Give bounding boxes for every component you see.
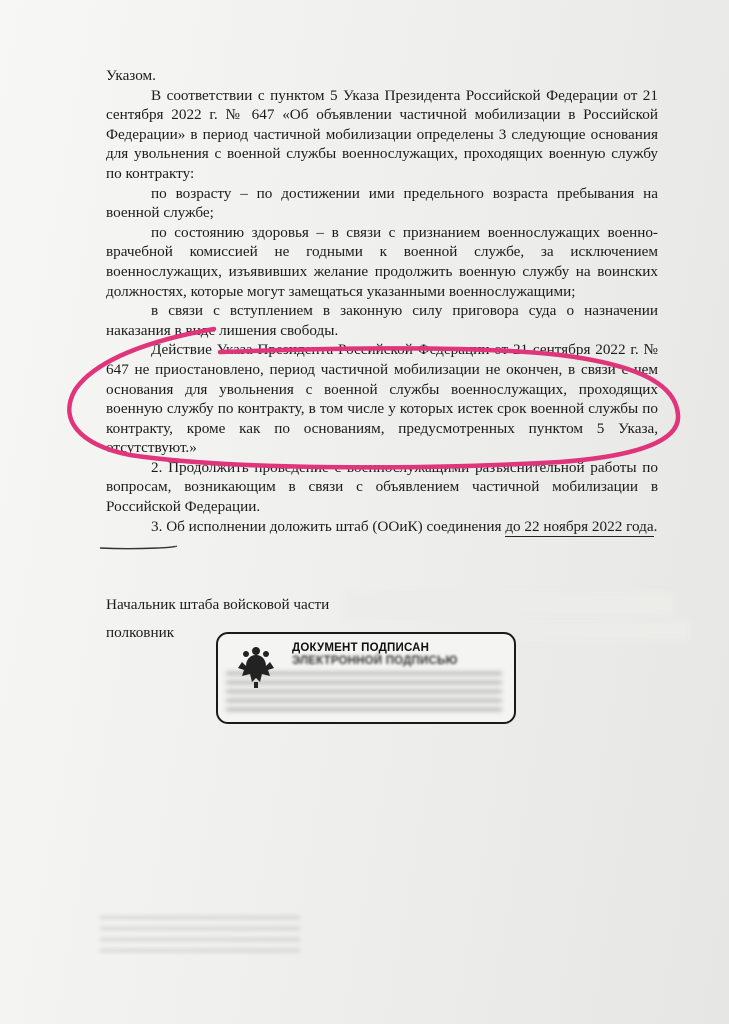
item-3-text: 3. Об исполнении доложить штаб (ООиК) соединения (151, 517, 502, 535)
signatory-rank: полковник (106, 624, 175, 641)
underline-stroke (100, 546, 176, 549)
paragraph-sentence: в связи с вступлением в законную силу приговора суда о назначении наказания в виде лишения свободы. (106, 302, 658, 339)
stamp-title-line-2: ЭЛЕКТРОННОЙ ПОДПИСЬЮ (292, 655, 458, 667)
document-body (106, 66, 658, 536)
stamp-certificate-details-blurred (226, 672, 502, 716)
paragraph-item-2: 2. Продолжить проведение с военнослужащими разъяснительной работы по вопросам, возникающим в связи с объявлением частичной мобилизации в Российской Федерации. (106, 458, 658, 516)
paragraph-age: по возрасту – по достижении ими предельного возраста пребывания на военной службе; (106, 184, 658, 222)
item-3-deadline: до 22 ноября 2022 года (505, 517, 654, 535)
redacted-name-area (345, 592, 675, 618)
paragraph-ukazom: Указом. (106, 67, 156, 84)
item-3-end: . (653, 517, 658, 535)
electronic-signature-stamp (216, 632, 516, 724)
paragraph-decree-in-force: Действие Указа Президента Российской Федерации от 21 сентября 2022 г. № 647 не приостановлено, период частичной мобилизации не окончен, в связи с чем основания для увольнения с военной службы военнослужащих, проходящих военную службу по контракту, в том числе у которых истек срок военной службы по контракту, кроме как по основаниям, предусмотренных пунктом 5 Указа, отсутствуют.» (106, 341, 658, 457)
signatory-position: Начальник штаба войсковой части (106, 596, 330, 613)
paragraph-health: по состоянию здоровья – в связи с признанием военнослужащих военно-врачебной комиссией не годными к военной службе, за исключением военнослужащих, изъявивших желание продолжить военную службу на воинских должностях, которые могут замещаться указанными военнослужащими; (106, 223, 658, 300)
stamp-title (292, 642, 458, 668)
paragraph-intro: В соответствии с пунктом 5 Указа Президента Российской Федерации от 21 сентября 2022 г. № 647 «Об объявлении частичной мобилизации в Российской Федерации» в период частичной мобилизации определены 3 следующие основания для увольнения с военной службы военнослужащих, проходящих военную службу по контракту: (106, 86, 658, 182)
stamp-title-line-1: ДОКУМЕНТ ПОДПИСАН (292, 642, 430, 654)
redacted-rank-area (520, 620, 690, 642)
paragraph-item-3 (106, 517, 658, 537)
faint-footer-marks (100, 916, 300, 956)
